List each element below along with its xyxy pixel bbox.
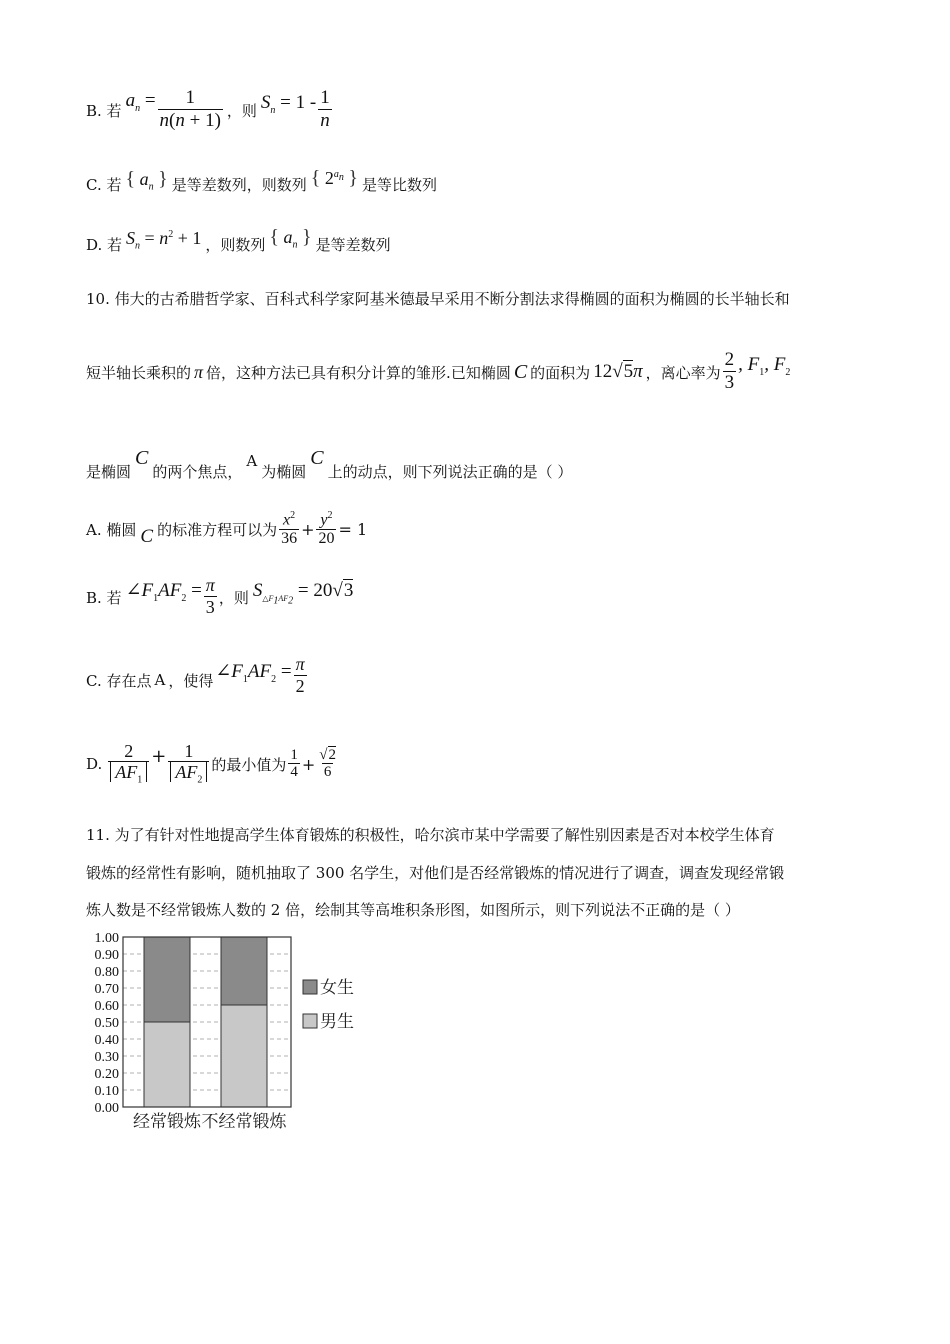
q10-option-d — [86, 734, 340, 794]
q10-ellipse-c-3: C — [310, 447, 324, 469]
q9-option-d-formula: $S_n = n^2 + 1$ — [126, 228, 202, 252]
chart-x-tick-labels — [133, 1112, 287, 1132]
q9-option-b-prefix: B. 若 — [86, 101, 122, 120]
y-tick-label: 0.10 — [94, 1084, 119, 1099]
q9-option-c-suffix: 是等比数列 — [361, 175, 437, 194]
q10-eccentricity: $\frac{2}{3}$ — [724, 349, 735, 394]
q10-pi-symbol: π — [194, 361, 204, 382]
q9-option-b-formula-an: $a_n$ = — [125, 90, 156, 114]
chart-legend — [303, 978, 354, 1032]
q10-option-c-point: A — [154, 671, 166, 689]
legend-swatch — [303, 980, 317, 994]
q9-option-d-set: { $a_n$ } — [269, 225, 312, 251]
q10-option-a-c: C — [140, 526, 154, 547]
q10-ellipse-c-2: C — [135, 447, 149, 469]
chart-bars — [144, 937, 267, 1107]
q10-line2-a: 短半轴长乘积的 — [86, 363, 192, 382]
q10-option-c — [86, 652, 309, 708]
bar-segment-2-男生 — [221, 1005, 267, 1107]
q10-option-d-frac-2: $\frac{1}{AF_2}$ — [168, 742, 209, 787]
chart-y-tick-labels — [95, 931, 120, 1116]
q10-option-c-frac: $\frac{\pi}{2}$ — [295, 654, 305, 697]
y-tick-label: 0.30 — [94, 1050, 119, 1065]
q10-option-c-prefix: C. 存在点 — [86, 671, 152, 690]
q10-line2-b: 倍，这种方法已具有积分计算的雏形.已知椭圆 — [206, 363, 511, 382]
q10-line2-c: 的面积为 — [530, 363, 591, 382]
q9-option-d-prefix: D. 若 — [86, 235, 123, 254]
q9-option-b-fraction-2: $\frac{1}{n}$ — [320, 87, 330, 132]
q10-option-a-equals: = 1 — [338, 519, 368, 539]
q9-option-b-mid: ，则 — [226, 101, 257, 120]
y-tick-label: 0.40 — [94, 1033, 119, 1048]
bar-segment-1-女生 — [144, 937, 190, 1022]
x-tick-label: 经常锻炼 — [133, 1112, 201, 1132]
q11-stem-line2: 锻炼的经常性有影响，随机抽取了 300 名学生，对他们是否经常锻炼的情况进行了调查，调查发现经常锻 — [86, 864, 785, 882]
q10-option-b-frac: $\frac{\pi}{3}$ — [205, 575, 215, 618]
q10-option-a — [86, 506, 367, 552]
q10-option-b-angle: $\angle F_1AF_2$ = — [125, 579, 202, 604]
y-tick-label: 1.00 — [94, 931, 119, 946]
q10-option-a-frac-y: $\frac{y^2}{20}$ — [318, 509, 335, 547]
q9-option-b-formula-sn: $S_n = 1$ - — [260, 92, 317, 116]
q10-option-a-plus: + — [301, 519, 315, 539]
bar-segment-1-男生 — [144, 1022, 190, 1107]
q10-line3-b: 的两个焦点， — [152, 463, 243, 481]
y-tick-label: 0.70 — [94, 982, 119, 997]
q10-option-b-mid: ，则 — [218, 588, 249, 607]
q9-option-c-set-an: { $a_n$ } — [125, 167, 168, 193]
q10-line3-a: 是椭圆 — [86, 463, 132, 481]
q10-stem-line1: 10. 伟大的古希腊哲学家、百科式科学家阿基米德最早采用不断分割法求得椭圆的面积为椭圆的长半轴长和 — [86, 290, 790, 308]
legend-swatch — [303, 1014, 317, 1028]
q10-stem-line2 — [86, 344, 790, 400]
q10-stem-line3 — [86, 446, 572, 482]
x-tick-label: 不经常锻炼 — [201, 1112, 287, 1132]
q9-option-d-mid: ，则数列 — [205, 235, 266, 254]
q10-option-d-mid: 的最小值为 — [211, 755, 287, 774]
q10-line3-c: 为椭圆 — [261, 463, 307, 481]
legend-label: 男生 — [320, 1012, 354, 1032]
stacked-bar-chart — [80, 925, 380, 1135]
q10-line3-d: 上的动点，则下列说法正确的是（ ） — [327, 463, 573, 481]
q10-line2-d: ，离心率为 — [645, 363, 721, 382]
q9-option-b — [86, 82, 334, 138]
q9-option-d — [86, 226, 391, 262]
q10-option-b-area: $S_{\triangle F_1AF_2} = 20√3$ — [252, 579, 354, 607]
q10-option-c-mid: ，使得 — [168, 671, 214, 690]
y-tick-label: 0.80 — [94, 965, 119, 980]
y-tick-label: 0.50 — [94, 1016, 119, 1031]
q10-point-a: A — [246, 452, 258, 470]
legend-label: 女生 — [320, 978, 354, 998]
y-tick-label: 0.60 — [94, 999, 119, 1014]
q10-option-d-min-frac: $\frac{1}{4}$ — [290, 746, 298, 781]
y-tick-label: 0.20 — [94, 1067, 119, 1082]
q10-ellipse-c: C — [513, 360, 528, 383]
q10-option-b — [86, 570, 353, 624]
bar-segment-2-女生 — [221, 937, 267, 1005]
q10-option-d-plus: + — [151, 745, 167, 767]
q10-option-d-plus-2: + — [301, 754, 316, 774]
q9-option-c-prefix: C. 若 — [86, 175, 122, 194]
q10-option-b-prefix: B. 若 — [86, 588, 122, 607]
q10-area-formula: 12√5π — [593, 361, 643, 382]
q10-option-d-min-frac-2: $\frac{√2}{6}$ — [319, 746, 337, 781]
q9-option-c — [86, 166, 437, 202]
y-tick-label: 0.90 — [94, 948, 119, 963]
q11-stem-line3: 炼人数是不经常锻炼人数的 2 倍，绘制其等高堆积条形图，如图所示，则下列说法不正确的是（ ） — [86, 901, 740, 919]
q10-option-a-prefix: A. 椭圆 — [86, 520, 137, 539]
q10-option-d-frac-1: $\frac{2}{AF_1}$ — [108, 742, 149, 787]
q10-foci: , $F_1$, $F_2$ — [738, 354, 791, 378]
q9-option-b-fraction: $\frac{1}{n(n + 1)}$ — [159, 87, 221, 132]
q10-option-a-frac-x: $\frac{x^2}{36}$ — [281, 509, 298, 547]
y-tick-label: 0.00 — [94, 1101, 119, 1116]
q10-option-a-mid: 的标准方程可以为 — [157, 520, 278, 539]
q9-option-c-set-2an: { $2^{a_n}$ } — [310, 166, 358, 189]
q9-option-c-mid: 是等差数列，则数列 — [171, 175, 307, 194]
q9-option-d-suffix: 是等差数列 — [315, 235, 391, 254]
q10-option-d-prefix: D. — [86, 755, 103, 773]
q10-option-c-angle: $\angle F_1AF_2$ = — [215, 660, 292, 685]
q11-stem-line1: 11. 为了有针对性地提高学生体育锻炼的积极性，哈尔滨市某中学需要了解性别因素是否对本校学生体育 — [86, 826, 775, 844]
